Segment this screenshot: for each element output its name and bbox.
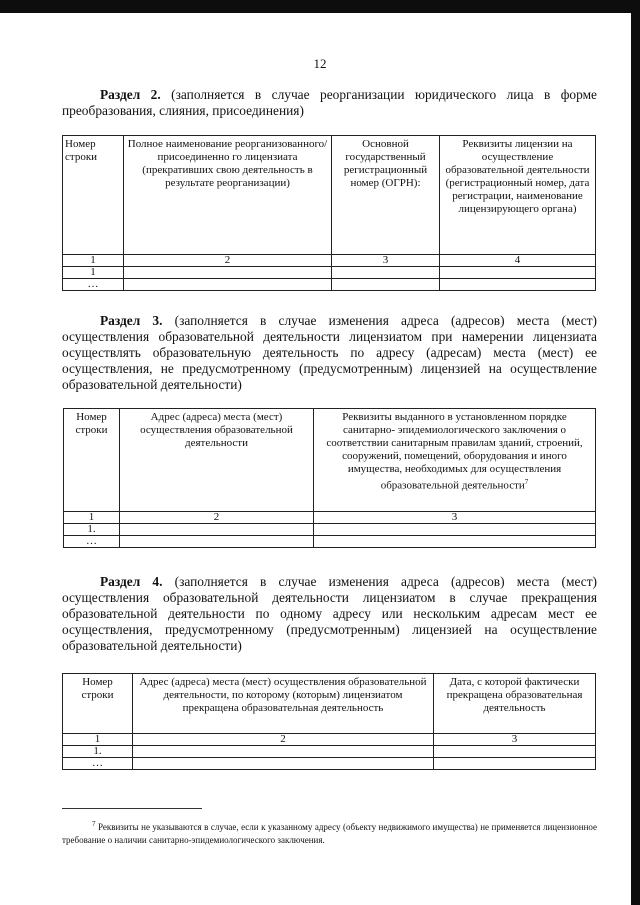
section4-title-bold: Раздел 4.: [100, 574, 163, 589]
section2-colnum-row: [63, 255, 596, 267]
section3-header-requisites-text: Реквизиты выданного в установленном порядке санитарно- эпидемиологического заключения о соответствии санитарным правилам зданий, строений, сооружений, помещений, оборудования и иного имущества, необходимых для осуществления образовательной деятельности: [326, 411, 583, 492]
section3-title-bold: Раздел 3.: [100, 313, 163, 328]
section4-colnum-row: [63, 734, 596, 746]
section3-table: [63, 408, 596, 548]
footnote-mark: 7: [92, 820, 96, 828]
section3-header-row: [64, 409, 596, 512]
section2-colnum: 4: [440, 255, 596, 267]
section3-title: [62, 313, 597, 393]
table-row: [64, 524, 596, 536]
footnote-divider: [62, 808, 202, 809]
section4-colnum: 2: [133, 734, 434, 746]
section3-colnum: 1: [64, 512, 120, 524]
section2-header-row: [63, 136, 596, 255]
section4-header-address: Адрес (адреса) места (мест) осуществления образовательной деятельности, по которому (которым) лицензиатом прекращена образовательная деятельность: [133, 674, 434, 734]
section2-title-text: (заполняется в случае реорганизации юридического лица в форме преобразования, слияния, присоединения): [62, 87, 597, 118]
table-row: [63, 267, 596, 279]
section4-row-num: 1.: [63, 746, 133, 758]
section4-title: [62, 574, 597, 654]
scan-edge-right: [631, 0, 640, 905]
section4-row-num: …: [63, 758, 133, 770]
section4-table: [62, 673, 596, 770]
section3-header-address: Адрес (адреса) места (мест) осуществления образовательной деятельности: [120, 409, 314, 512]
section2-title-bold: Раздел 2.: [100, 87, 161, 102]
footnote: [62, 818, 597, 847]
section4-header-date: Дата, с которой фактически прекращена образовательная деятельность: [434, 674, 596, 734]
table-row: [64, 536, 596, 548]
section3-row-num: 1.: [64, 524, 120, 536]
section4-colnum: 3: [434, 734, 596, 746]
section3-colnum-row: [64, 512, 596, 524]
section2-table: [62, 135, 596, 291]
footnote-text: Реквизиты не указываются в случае, если к указанному адресу (объекту недвижимого имущества) не применяется лицензионное требование о наличии санитарно-эпидемиологического заключения.: [62, 822, 597, 845]
scan-edge-top: [0, 0, 640, 13]
section2-colnum: 3: [332, 255, 440, 267]
section2-colnum: 1: [63, 255, 124, 267]
table-row: [63, 279, 596, 291]
section2-header-name: Полное наименование реорганизованного/присоединенно го лицензиата (прекративших свою деятельность в результате реорганизации): [124, 136, 332, 255]
section4-title-text: (заполняется в случае изменения адреса (адресов) места (мест) осуществления образовательной деятельности лицензиатом в случае прекращения образовательной деятельности по одному адресу или нескольким адресам мест ее осуществления, предусмотренному (предусмотренным) лицензией на осуществление образовательной деятельности): [62, 574, 598, 653]
section2-row-num: …: [63, 279, 124, 291]
page-number: 12: [313, 56, 327, 71]
section2-title: [62, 87, 597, 119]
section2-header-ogrn: Основной государственный регистрационный номер (ОГРН):: [332, 136, 440, 255]
section2-header-license: Реквизиты лицензии на осуществление образовательной деятельности (регистрационный номер, дата регистрации, наименование лицензирующего органа): [440, 136, 596, 255]
table-row: [63, 746, 596, 758]
section2-colnum: 2: [124, 255, 332, 267]
table-row: [63, 758, 596, 770]
section3-colnum: 2: [120, 512, 314, 524]
section4-colnum: 1: [63, 734, 133, 746]
section3-colnum: 3: [314, 512, 596, 524]
section3-row-num: …: [64, 536, 120, 548]
footnote-ref: 7: [524, 478, 529, 486]
section2-row-num: 1: [63, 267, 124, 279]
section3-header-num: Номер строки: [64, 409, 120, 512]
section4-header-row: [63, 674, 596, 734]
section3-header-requisites: [314, 409, 596, 512]
section3-title-text: (заполняется в случае изменения адреса (адресов) места (мест) осуществления образовательной деятельности лицензиатом при намерении лицензиата осуществлять образовательную деятельность по адресу (адресам) места (мест) ее осуществления, не предусмотренному (предусмотренным) лицензией на осуществление образовательной деятельности): [62, 313, 598, 392]
section2-header-num: Номер строки: [63, 136, 124, 255]
section4-header-num: Номер строки: [63, 674, 133, 734]
